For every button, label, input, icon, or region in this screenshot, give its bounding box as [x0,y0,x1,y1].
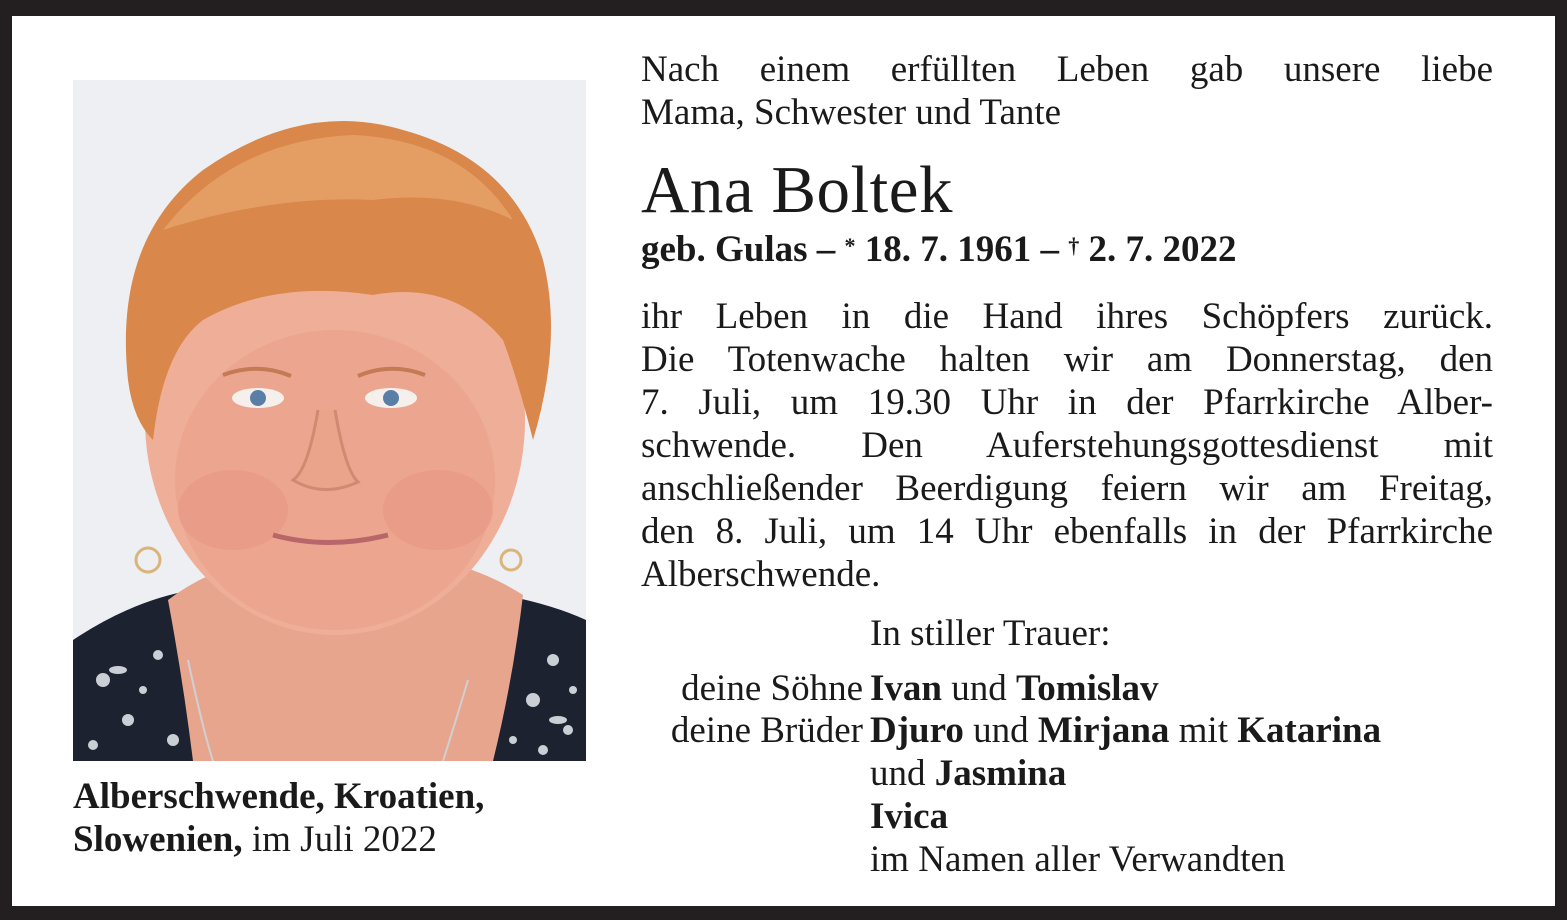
intro-line-1: Nach einem erfüllten Leben gab unsere liebe [641,49,1493,90]
conjunction: mit [1169,710,1238,751]
death-symbol: † [1068,233,1080,258]
son-name: Ivan [870,668,942,709]
caption-date: im Juli 2022 [242,819,437,860]
relative-name: Katarina [1237,710,1382,751]
relative-name: Mirjana [1037,710,1170,751]
birth-death-dates [641,226,1493,274]
deceased-name: Ana Boltek [641,153,954,227]
relative-name: Jasmina [934,753,1067,794]
brothers-label: deine Brüder [670,710,863,751]
location-caption [73,775,633,861]
body-line: schwende. Den Auferstehungsgottesdienst mit [641,425,1493,466]
body-line: anschließender Beerdigung feiern wir am Freitag, [641,468,1493,509]
body-line: Die Totenwache halten wir am Donnerstag, den [641,339,1493,380]
birth-symbol: * [844,233,856,258]
caption-places-line1: Alberschwende, Kroatien, [73,776,485,817]
intro-line-2: Mama, Schwester und Tante [641,92,1062,133]
birth-date: 18. 7. 1961 – [855,229,1069,270]
son-name: Tomislav [1015,668,1159,709]
closing-line: im Namen aller Verwandten [870,839,1286,880]
brothers-names-cont [870,752,1066,795]
body-line: 7. Juli, um 19.30 Uhr in der Pfarrkirche Alber- [641,382,1493,423]
conjunction: und [963,710,1038,751]
intro-text [641,48,1493,134]
conjunction: und [870,753,935,794]
body-line-last: Alberschwende. [641,554,881,595]
brothers-names [870,709,1381,752]
other-relative [870,795,948,838]
portrait-photo [73,80,586,761]
death-date: 2. 7. 2022 [1079,229,1237,270]
conjunction: und [941,668,1016,709]
funeral-details [641,295,1493,596]
body-line: den 8. Juli, um 14 Uhr ebenfalls in der Pfarrkirche [641,511,1493,552]
sons-label: deine Söhne [681,668,863,709]
relative-name: Ivica [870,796,949,837]
sons-names [870,667,1159,710]
caption-places-line2: Slowenien, [73,819,243,860]
mourning-heading: In stiller Trauer: [870,613,1111,654]
brother-name: Djuro [870,710,964,751]
maiden-name: geb. Gulas – [641,229,845,270]
body-line: ihr Leben in die Hand ihres Schöpfers zurück. [641,296,1493,337]
